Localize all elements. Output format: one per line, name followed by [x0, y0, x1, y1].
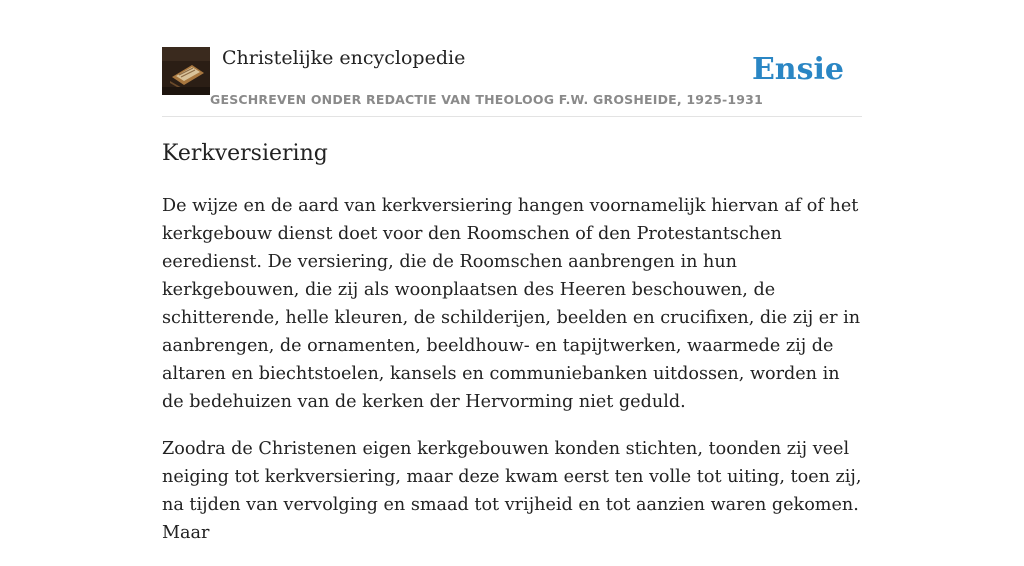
header	[162, 46, 862, 117]
source-title[interactable]: Christelijke encyclopedie	[222, 47, 466, 69]
source-avatar[interactable]	[162, 47, 210, 95]
article-paragraph: Zoodra de Christenen eigen kerkgebouwen konden stichten, toonden zij veel neiging tot kerkversiering, maar deze kwam eerst ten volle tot uiting, toen zij, na tijden van vervolging en smaad tot vrijheid en tot aanzien waren gekomen. Maar	[162, 439, 862, 543]
brand-logo[interactable]: Ensie	[751, 52, 844, 87]
article-body	[162, 192, 862, 566]
article-paragraph: De wijze en de aard van kerkversiering hangen voornamelijk hiervan af of het kerkgebouw dienst doet voor den Roomschen of den Protestantschen eeredienst. De versiering, die de Roomschen aanbrengen in hun kerkgebouwen, die zij als woonplaatsen des Heeren beschouwen, de schitterende, helle kleuren, de schilderijen, beelden en crucifixen, die zij er in aanbrengen, de ornamenten, beeldhouw- en tapijtwerken, waarmede zij de altaren en biechtstoelen, kansels en communiebanken uitdossen, worden in de bedehuizen van de kerken der Hervorming niet geduld.	[162, 196, 861, 412]
book-cover-icon	[162, 47, 210, 95]
source-subtitle: GESCHREVEN ONDER REDACTIE VAN THEOLOOG F.W. GROSHEIDE, 1925-1931	[210, 92, 763, 107]
article-title: Kerkversiering	[162, 141, 328, 166]
